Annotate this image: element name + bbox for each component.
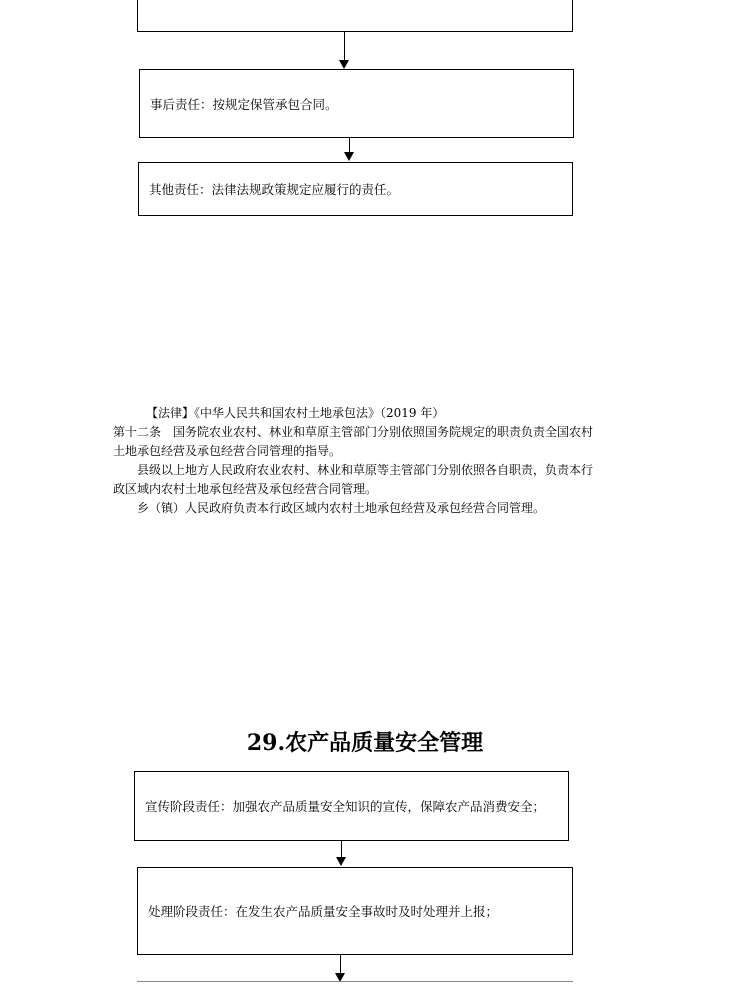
- other-responsibility-label: 其他责任：法律法规政策规定应履行的责任。: [149, 182, 400, 197]
- prev-box-bottom: [137, 0, 573, 32]
- paragraph-2-line-2: 政区域内农村土地承包经营及承包经营合同管理。: [113, 482, 378, 496]
- publicity-responsibility-box: [134, 771, 569, 841]
- connector-line: [349, 138, 350, 153]
- connector-line: [341, 841, 342, 858]
- arrow-down-icon: [336, 857, 346, 866]
- publicity-responsibility-label: 宣传阶段责任：加强农产品质量安全知识的宣传，保障农产品消费安全；: [145, 799, 546, 814]
- arrow-down-icon: [339, 60, 349, 69]
- paragraph-2-line-1: 县级以上地方人民政府农业农村、林业和草原等主管部门分别依照各自职责，负责本行: [137, 463, 594, 477]
- next-box-top-edge: [137, 981, 573, 982]
- paragraph-3: 乡（镇）人民政府负责本行政区域内农村土地承包经营及承包经营合同管理。: [137, 501, 546, 515]
- legal-basis-text: [113, 404, 633, 518]
- law-heading: 【法律】《中华人民共和国农村土地承包法》（2019 年）: [146, 406, 445, 420]
- handling-responsibility-label: 处理阶段责任：在发生农产品质量安全事故时及时处理并上报；: [148, 904, 499, 919]
- article-line-2: 土地承包经营及承包经营合同管理的指导。: [113, 444, 342, 458]
- other-responsibility-box: [138, 162, 573, 216]
- handling-responsibility-box: [137, 867, 573, 955]
- after-responsibility-label: 事后责任：按规定保管承包合同。: [150, 96, 338, 112]
- arrow-down-icon: [344, 152, 354, 161]
- section-title: 29.农产品质量安全管理: [246, 730, 484, 756]
- connector-line: [340, 955, 341, 973]
- article-line-1: 第十二条 国务院农业农村、林业和草原主管部门分别依照国务院规定的职责负责全国农村: [113, 425, 594, 439]
- after-responsibility-box: [139, 69, 574, 138]
- connector-line: [344, 32, 345, 60]
